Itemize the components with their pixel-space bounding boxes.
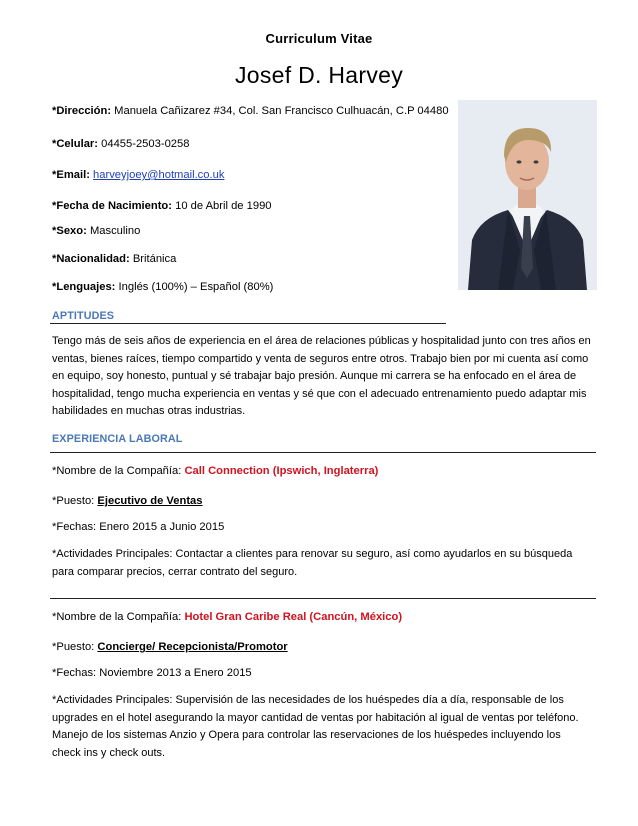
job2-activities-text: Supervisión de las necesidades de los huéspedes día a día, responsable de los upgrades en el hotel asegurando la mayor cantidad de ventas por habitación al igual de ventas por teléfono. Manejo de los sistemas Anzio y Opera para controlar las reservaciones de los huéspedes incluyendo los check ins y check outs. [52,694,579,759]
phone-line [52,137,189,151]
aptitudes-divider [50,323,446,324]
experience-heading: EXPERIENCIA LABORAL [52,433,183,445]
address-label: *Dirección: [52,105,112,117]
phone-label: *Celular: [52,138,99,150]
address-value: Manuela Cañizarez #34, Col. San Francisco Culhuacán, C.P 04480 [114,105,449,117]
job1-position: Ejecutivo de Ventas [97,495,203,507]
email-link[interactable]: harveyjoey@hotmail.co.uk [93,169,225,181]
email-line [52,168,224,182]
sex-value: Masculino [89,225,141,237]
activities-label: *Actividades Principales: [52,548,173,560]
aptitudes-text: Tengo más de seis años de experiencia en el área de relaciones públicas y hospitalidad junto con tres años en ventas, bienes raíces, tiempo compartido y venta de seguros entre otros. Trabajo bien por mi cuenta así como en equipo, soy honesto, puntual y sé trabajar bajo presión. Aunque mi carrera se ha enfocado en el área de hospitalidad, tengo mucha experiencia en ventas y sé que con el adecuado entrenamiento puedo adaptar mis habilidades en muchas otras industrias. [52,335,591,418]
sex-label: *Sexo: [52,225,87,237]
candidate-name: Josef D. Harvey [234,62,404,88]
birth-label: *Fecha de Nacimiento: [52,200,172,212]
job2-company-line [52,610,402,624]
company-label: *Nombre de la Compañía: [52,465,182,477]
job2-activities [52,692,592,762]
email-label: *Email: [52,169,90,181]
dates-label: *Fechas: [52,521,97,533]
profile-photo [458,100,597,290]
job1-position-line [52,494,203,508]
job1-activities-text: Contactar a clientes para renovar su seguro, así como ayudarlos en su búsqueda para comparar precios, cerrar contrato del seguro. [52,548,573,578]
sex-line [52,224,140,238]
nationality-label: *Nacionalidad: [52,253,130,265]
document-title: Curriculum Vitae [265,31,373,46]
job2-dates-line [52,666,252,680]
experience-divider [50,452,596,453]
nationality-line [52,252,176,266]
activities-label: *Actividades Principales: [52,694,173,706]
job1-company-line [52,464,378,478]
company-label: *Nombre de la Compañía: [52,611,182,623]
job-separator [50,598,596,599]
nationality-value: Británica [132,253,177,265]
job1-dates: Enero 2015 a Junio 2015 [99,521,225,533]
job2-company: Hotel Gran Caribe Real (Cancún, México) [184,611,403,623]
birth-value: 10 de Abril de 1990 [175,200,272,212]
job1-company: Call Connection (Ipswich, Inglaterra) [184,465,379,477]
portrait-illustration [458,100,597,290]
job2-position: Concierge/ Recepcionista/Promotor [97,641,288,653]
languages-line [52,280,273,294]
job1-activities [52,546,592,581]
position-label: *Puesto: [52,495,95,507]
languages-label: *Lenguajes: [52,281,116,293]
languages-value: Inglés (100%) – Español (80%) [118,281,274,293]
aptitudes-heading: APTITUDES [52,310,115,322]
phone-value: 04455-2503-0258 [101,138,190,150]
dates-label: *Fechas: [52,667,97,679]
job2-dates: Noviembre 2013 a Enero 2015 [99,667,252,679]
position-label: *Puesto: [52,641,95,653]
address-line [52,104,449,118]
job2-position-line [52,640,288,654]
birth-line [52,199,272,213]
job1-dates-line [52,520,224,534]
